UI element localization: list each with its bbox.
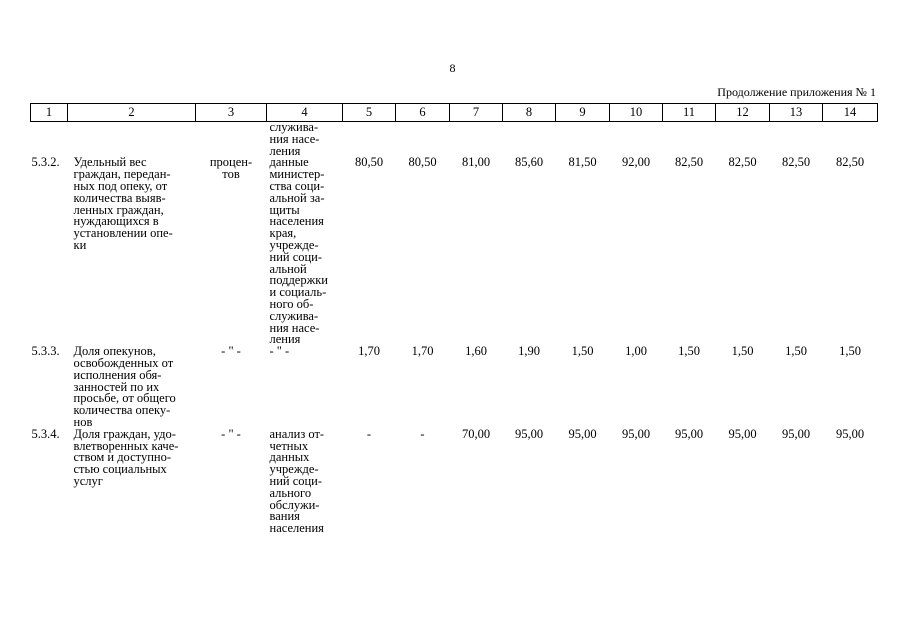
indicator-value: 82,50 xyxy=(674,155,704,170)
indicator-value: 1,00 xyxy=(625,344,647,359)
indicator-value xyxy=(663,122,716,158)
indicator-value: 92,00 xyxy=(621,155,651,170)
column-header-10: 10 xyxy=(610,104,663,122)
indicator-code xyxy=(31,122,68,158)
cell-line: процен- xyxy=(209,155,253,170)
cell-line: ления xyxy=(269,332,301,347)
column-header-4: 4 xyxy=(267,104,343,122)
indicator-value xyxy=(770,122,823,158)
indicator-value: 80,50 xyxy=(354,155,384,170)
indicator-value: 95,00 xyxy=(728,426,757,441)
indicator-value xyxy=(823,122,878,158)
cell-line: - " - xyxy=(221,426,241,441)
cell-line: нуждающихся в xyxy=(73,214,159,229)
cell-line: ленных граждан, xyxy=(73,202,164,217)
indicator-name xyxy=(68,122,196,158)
indicator-value: 95,00 xyxy=(514,426,544,441)
cell-line: ки xyxy=(73,237,87,252)
column-header-14: 14 xyxy=(823,104,878,122)
unit-of-measure xyxy=(196,426,267,535)
indicator-value xyxy=(716,122,770,158)
cell-line: министер- xyxy=(269,167,325,182)
cell-line: поддержки xyxy=(269,273,328,288)
indicator-value: 81,50 xyxy=(568,155,597,170)
cell-line: ства соци- xyxy=(269,178,325,193)
cell-line: населения xyxy=(269,214,324,229)
indicator-value xyxy=(610,122,663,158)
unit-of-measure xyxy=(196,346,267,429)
continuation-label: Продолжение приложения № 1 xyxy=(717,85,876,99)
cell-line: четных xyxy=(269,438,309,453)
indicator-value: 82,50 xyxy=(835,155,865,170)
indicator-code: 5.3.4. xyxy=(31,426,60,441)
indicator-value: 1,50 xyxy=(731,344,754,359)
cell-line: освобожденных от xyxy=(73,355,174,370)
column-header-11: 11 xyxy=(663,104,716,122)
cell-line: Доля граждан, удо- xyxy=(73,426,176,441)
indicator-value: 70,00 xyxy=(461,426,491,441)
cell-line: количества опеку- xyxy=(73,403,171,418)
cell-line: обслужи- xyxy=(269,497,320,512)
cell-line: ний соци- xyxy=(269,249,323,264)
cell-line: учрежде- xyxy=(269,237,319,252)
cell-line: ных под опеку, от xyxy=(73,178,168,193)
cell-line: вания xyxy=(269,509,300,524)
indicator-value: 95,00 xyxy=(835,426,865,441)
cell-line: ния насе- xyxy=(269,131,320,146)
table-row xyxy=(31,122,878,158)
cell-line: исполнения обя- xyxy=(73,367,162,382)
column-header-7: 7 xyxy=(450,104,503,122)
indicator-value: 95,00 xyxy=(781,426,811,441)
cell-line: просьбе, от общего xyxy=(73,391,176,406)
indicator-value: 1,60 xyxy=(465,344,487,359)
indicator-value: 82,50 xyxy=(728,155,757,170)
column-header-5: 5 xyxy=(343,104,396,122)
cell-line: учрежде- xyxy=(269,462,319,477)
indicator-value xyxy=(556,122,610,158)
cell-line: ний соци- xyxy=(269,473,323,488)
cell-line: - " - xyxy=(221,344,241,359)
cell-line: тов xyxy=(222,167,240,182)
cell-line: ального xyxy=(269,485,312,500)
cell-line: граждан, передан- xyxy=(73,167,171,182)
page-number: 8 xyxy=(449,61,456,75)
indicator-value: 81,00 xyxy=(461,155,491,170)
table-row xyxy=(31,157,878,346)
cell-line: Удельный вес xyxy=(73,155,147,170)
cell-line: ния насе- xyxy=(269,320,320,335)
cell-line: Доля опекунов, xyxy=(73,344,156,359)
indicator-value: 80,50 xyxy=(408,155,437,170)
indicator-code: 5.3.3. xyxy=(31,344,60,359)
cell-line: служива- xyxy=(269,120,319,134)
indicator-value: 1,50 xyxy=(839,344,861,359)
cell-line: данные xyxy=(269,155,309,170)
indicator-value xyxy=(503,122,556,158)
cell-line: служива- xyxy=(269,308,319,323)
cell-line: ством и доступно- xyxy=(73,450,171,465)
indicators-table xyxy=(30,103,878,535)
indicator-value: 82,50 xyxy=(781,155,811,170)
indicator-name xyxy=(68,346,196,429)
indicator-value: 1,50 xyxy=(678,344,700,359)
cell-line: и социаль- xyxy=(269,285,327,300)
column-header-13: 13 xyxy=(770,104,823,122)
data-source xyxy=(267,157,343,346)
indicator-value: 95,00 xyxy=(621,426,651,441)
column-header-1: 1 xyxy=(31,104,68,122)
unit-of-measure xyxy=(196,122,267,158)
indicator-name xyxy=(68,157,196,346)
indicator-value: 1,50 xyxy=(785,344,807,359)
cell-line: альной за- xyxy=(269,190,325,205)
cell-line: ного об- xyxy=(269,296,314,311)
table-row xyxy=(31,429,878,535)
cell-line: края, xyxy=(269,226,297,241)
column-number-header-row xyxy=(31,104,878,122)
data-source xyxy=(267,122,343,158)
column-header-6: 6 xyxy=(396,104,450,122)
cell-line: данных xyxy=(269,450,310,465)
indicator-value: 85,60 xyxy=(514,155,544,170)
cell-line: населения xyxy=(269,521,324,536)
indicator-value: 1,90 xyxy=(518,344,540,359)
indicator-value xyxy=(396,122,450,158)
indicator-value: 1,70 xyxy=(411,344,434,359)
indicator-value: 1,70 xyxy=(358,344,380,359)
column-header-2: 2 xyxy=(68,104,196,122)
unit-of-measure xyxy=(196,157,267,346)
table-row xyxy=(31,346,878,429)
column-header-12: 12 xyxy=(716,104,770,122)
cell-line: услуг xyxy=(73,473,103,488)
indicator-value xyxy=(343,122,396,158)
cell-line: ления xyxy=(269,143,301,158)
cell-line: стью социальных xyxy=(73,462,167,477)
cell-line: анализ от- xyxy=(269,426,325,441)
indicator-value: 1,50 xyxy=(571,344,594,359)
indicator-name xyxy=(68,426,196,535)
column-header-3: 3 xyxy=(196,104,267,122)
cell-line: влетворенных каче- xyxy=(73,438,179,453)
indicator-code: 5.3.2. xyxy=(31,155,60,170)
cell-line: альной xyxy=(269,261,307,276)
cell-line: щиты xyxy=(269,202,300,217)
indicator-value: - xyxy=(366,426,372,441)
column-header-8: 8 xyxy=(503,104,556,122)
cell-line: - " - xyxy=(269,344,290,359)
cell-line: количества выяв- xyxy=(73,190,166,205)
data-source xyxy=(267,346,343,429)
indicator-value: 95,00 xyxy=(568,426,597,441)
data-source xyxy=(267,426,343,536)
indicator-value: - xyxy=(420,426,425,441)
indicator-value xyxy=(450,122,503,158)
column-header-9: 9 xyxy=(556,104,610,122)
cell-line: занностей по их xyxy=(73,379,160,394)
indicator-value: 95,00 xyxy=(674,426,704,441)
cell-line: установлении опе- xyxy=(73,226,173,241)
cell-line: нов xyxy=(73,414,93,429)
